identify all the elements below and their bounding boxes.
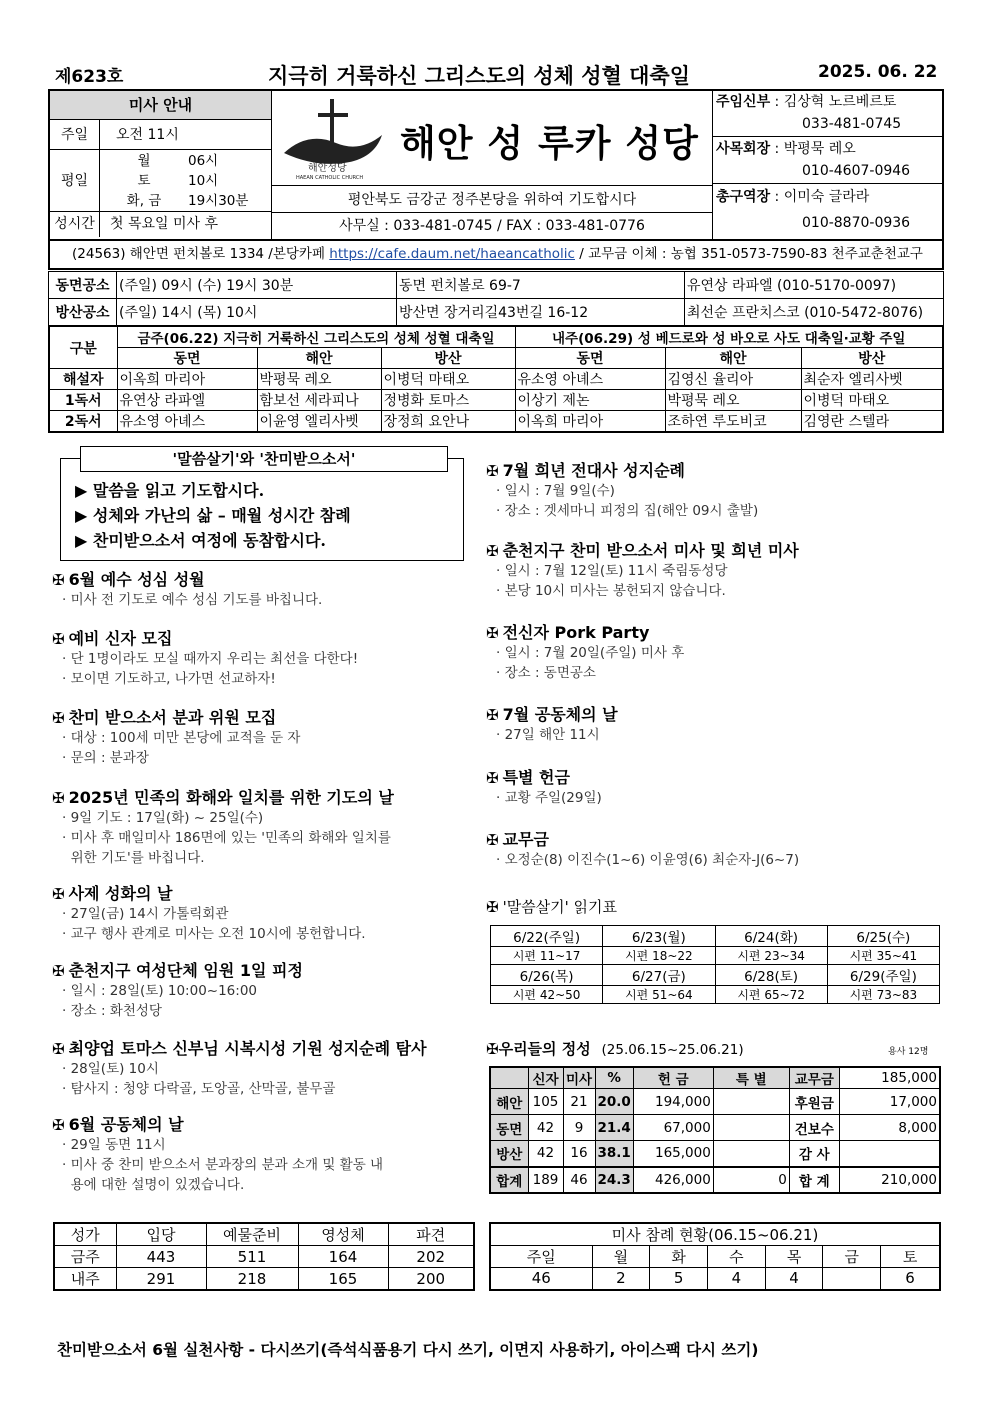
church-logo-icon	[278, 93, 388, 181]
notice-line: · 단 1명이라도 모실 때까지 우리는 최선을 다한다!	[62, 651, 359, 667]
reading-psalm: 시편 42~50	[491, 986, 603, 1004]
offering-note: 용사 12명	[888, 1047, 929, 1057]
notice-laudato-committee	[52, 705, 300, 768]
reader-name: 유연상 라파엘	[117, 390, 257, 411]
svg-text:HAEAN CATHOLIC CHURCH: HAEAN CATHOLIC CHURCH	[296, 175, 364, 181]
place-header: 방산	[801, 348, 943, 369]
offering-place: 방산	[490, 1141, 528, 1167]
offering-count: 105	[528, 1089, 563, 1115]
reader-name: 이윤영 엘리사벳	[257, 411, 381, 433]
notice-line: · 미사 후 매일미사 186면에 있는 '민족의 화해와 일치를	[62, 830, 391, 846]
footer-bold: 찬미받으소서 6월 실천사항	[57, 1341, 244, 1359]
notice-line: · 오정순(8) 이진수(1~6) 이윤영(6) 최순자-J(6~7)	[496, 852, 800, 868]
reading-date: 6/26(목)	[491, 965, 603, 986]
table-row	[490, 1089, 940, 1115]
place-header: 동면	[117, 348, 257, 369]
notice-title: 사제 성화의 날	[68, 884, 173, 903]
offering-value: 17,000	[839, 1089, 940, 1115]
reading-date: 6/28(토)	[715, 965, 827, 986]
notice-title: 최양업 토마스 신부님 시복시성 기원 성지순례 탐사	[68, 1039, 427, 1058]
mass-info	[50, 91, 272, 239]
notice-title: 6월 공동체의 날	[68, 1115, 184, 1134]
reading-date: 6/25(수)	[827, 926, 939, 947]
table-row	[49, 390, 943, 411]
offering-period: (25.06.15~25.06.21)	[601, 1042, 744, 1058]
holy-hour-label: 성시간	[50, 212, 100, 237]
offering-header: 헌 금	[633, 1067, 713, 1089]
reader-name: 이상기 제논	[515, 390, 665, 411]
cross-icon: ✠	[52, 630, 65, 648]
attendance-day: 주일	[490, 1246, 592, 1268]
cross-icon: ✠	[52, 885, 65, 903]
offering-amount: 67,000	[633, 1115, 713, 1141]
offering-header: 교무금	[789, 1067, 839, 1089]
staff-list: 주임신부 : 김상혁 노르베르토 033-481-0745 사목회장 : 박평묵 레오 010-4607-0946 총구역장 : 이미숙 글라라 010-8870-0936	[712, 91, 942, 239]
table-row	[490, 1115, 940, 1141]
staff-role: 주임신부	[716, 94, 771, 110]
table-row	[490, 1268, 940, 1290]
staff-role: 사목회장	[716, 141, 771, 157]
this-week-title: 금주(06.22) 지극히 거룩하신 그리스도의 성체 성혈 대축일	[117, 326, 515, 348]
hymn-week: 금주	[54, 1246, 116, 1268]
footer-rest: - 다시쓰기(즉석식품용기 다시 쓰기, 이면지 사용하기, 아이스팩 다시 쓰기)	[243, 1341, 759, 1359]
notice-women-retreat	[52, 958, 303, 1021]
notice-catechumen	[52, 626, 358, 689]
offering-total-label: 합 계	[789, 1167, 839, 1193]
cross-icon: ✠	[52, 962, 65, 980]
attendance-count: 4	[708, 1268, 766, 1290]
reading-psalm: 시편 11~17	[491, 947, 603, 965]
weekday-day: 토	[137, 173, 151, 189]
offering-place: 해안	[490, 1089, 528, 1115]
reading-psalm: 시편 23~34	[715, 947, 827, 965]
church-name: 해안 성 루카 성당	[400, 122, 699, 165]
hymn-header: 입당	[116, 1223, 206, 1246]
hymn-header: 영성체	[298, 1223, 388, 1246]
cross-icon: ✠	[486, 898, 499, 916]
staff-name: 박평묵 레오	[783, 141, 856, 157]
attendance-count: 46	[490, 1268, 592, 1290]
table-row	[490, 1167, 940, 1193]
offering-count: 42	[528, 1115, 563, 1141]
notice-title: 6월 예수 성심 성월	[68, 570, 205, 589]
reading-table	[490, 925, 940, 1004]
reader-name: 박평묵 레오	[665, 390, 801, 411]
place-header: 방산	[381, 348, 515, 369]
notice-line: · 모이면 기도하고, 나가면 선교하자!	[62, 671, 276, 687]
issue-number: 제623호	[55, 67, 124, 87]
notice-title: 7월 희년 전대사 성지순례	[502, 461, 685, 480]
reading-psalm: 시편 73~83	[827, 986, 939, 1004]
cross-icon: ✠	[52, 1116, 65, 1134]
hymn-week: 내주	[54, 1268, 116, 1291]
weekday-time: 19시30분	[188, 193, 249, 209]
table-row	[54, 1246, 474, 1268]
place-header: 동면	[515, 348, 665, 369]
office-phone: 사무실 : 033-481-0745 / FAX : 033-481-0776	[339, 218, 645, 234]
mass-info-title: 미사 안내	[50, 91, 271, 120]
reading-date: 6/23(월)	[603, 926, 715, 947]
reader-name: 정병화 토마스	[381, 390, 515, 411]
offering-special: 0	[713, 1167, 789, 1193]
motto-line: ▶ 성체와 가난의 삶 – 매월 성시간 참례	[75, 506, 351, 525]
attendance-day: 토	[881, 1246, 940, 1268]
reader-name: 김영신 율리아	[665, 369, 801, 390]
notice-title: 춘천지구 여성단체 임원 1일 피정	[68, 961, 303, 980]
attendance-day: 화	[650, 1246, 708, 1268]
table-row	[54, 1268, 474, 1291]
hymn-number: 291	[116, 1268, 206, 1291]
notice-line: · 일시 : 28일(토) 10:00~16:00	[62, 983, 258, 999]
reading-psalm: 시편 18~22	[603, 947, 715, 965]
offering-title: 우리들의 정성	[498, 1040, 591, 1058]
notice-jubilee-pilgrimage	[486, 458, 758, 521]
offering-value	[839, 1141, 940, 1167]
offering-percent: 21.4	[595, 1115, 633, 1141]
readers-table	[48, 325, 944, 433]
hymn-header: 파견	[388, 1223, 474, 1246]
weekday-label: 평일	[50, 150, 100, 211]
cross-icon: ✠	[486, 831, 499, 849]
cross-icon: ✠	[486, 1040, 499, 1058]
attendance-title: 미사 참례 현황(06.15~06.21)	[490, 1223, 940, 1246]
offering-count: 21	[563, 1089, 595, 1115]
notice-line: · 장소 : 화천성당	[62, 1003, 162, 1019]
offering-header	[490, 1067, 528, 1089]
staff-name: 이미숙 글라라	[783, 189, 870, 205]
notice-line: · 문의 : 분과장	[62, 750, 149, 766]
notice-line: 용에 대한 설명이 있겠습니다.	[62, 1177, 245, 1193]
notice-title: 예비 신자 모집	[68, 629, 173, 648]
notice-july-community	[486, 702, 618, 745]
offering-total-value: 210,000	[839, 1167, 940, 1193]
reading-date: 6/22(주일)	[491, 926, 603, 947]
weekday-time: 06시	[188, 153, 219, 169]
reading-psalm: 시편 65~72	[715, 986, 827, 1004]
reader-name: 이옥희 마리아	[117, 369, 257, 390]
notice-priest-day	[52, 881, 366, 944]
offering-header: 신자	[528, 1067, 563, 1089]
notice-line: 위한 기도'를 바칩니다.	[62, 850, 205, 866]
weekday-day: 화, 금	[126, 193, 162, 209]
table-row	[490, 1141, 940, 1167]
staff-name: 김상혁 노르베르토	[783, 94, 897, 110]
offering-count: 42	[528, 1141, 563, 1167]
offering-title-row	[486, 1038, 744, 1059]
svg-text:해안성당: 해안성당	[308, 163, 347, 174]
notice-line: · 교황 주일(29일)	[496, 790, 602, 806]
next-week-title: 내주(06.29) 성 베드로와 성 바오로 사도 대축일‧교황 주일	[515, 326, 943, 348]
address-line	[48, 241, 944, 270]
notice-church-dues	[486, 827, 799, 870]
offering-place: 합계	[490, 1167, 528, 1193]
cross-icon: ✠	[52, 1040, 65, 1058]
offering-place: 동면	[490, 1115, 528, 1141]
cafe-link[interactable]: https://cafe.daum.net/haeancatholic	[329, 246, 575, 262]
attendance-day: 금	[823, 1246, 881, 1268]
cross-icon: ✠	[486, 769, 499, 787]
notice-community-day	[52, 1112, 383, 1195]
gongso-time: (주일) 14시 (목) 10시	[117, 299, 397, 326]
hymn-number: 218	[206, 1268, 298, 1291]
staff-phone: 033-481-0745	[802, 116, 902, 132]
gongso-table	[48, 271, 944, 326]
reader-name: 이병덕 마태오	[801, 390, 943, 411]
offering-label: 후원금	[789, 1089, 839, 1115]
hymn-number: 202	[388, 1246, 474, 1268]
place-header: 해안	[257, 348, 381, 369]
gongso-name: 동면공소	[49, 272, 117, 299]
notice-line: · 27일 해안 11시	[496, 727, 600, 743]
attendance-table	[489, 1222, 941, 1291]
reading-table-title: '말씀살기' 읽기표	[502, 898, 618, 916]
offering-header: 특 별	[713, 1067, 789, 1089]
offering-special	[713, 1089, 789, 1115]
offering-special	[713, 1115, 789, 1141]
offering-amount: 426,000	[633, 1167, 713, 1193]
reading-date: 6/27(금)	[603, 965, 715, 986]
offering-label: 건보수	[789, 1115, 839, 1141]
reader-name: 함보선 세라피나	[257, 390, 381, 411]
cross-icon: ✠	[486, 542, 499, 560]
staff-phone: 010-4607-0946	[802, 163, 911, 179]
staff-phone: 010-8870-0936	[802, 215, 911, 231]
gongso-contact: 최선순 프란치스코 (010-5472-8076)	[685, 299, 944, 326]
offering-amount: 165,000	[633, 1141, 713, 1167]
notice-line: · 대상 : 100세 미만 본당에 교적을 둔 자	[62, 730, 301, 746]
reader-role: 2독서	[49, 411, 117, 433]
reading-date: 6/24(화)	[715, 926, 827, 947]
notice-title: 7월 공동체의 날	[502, 705, 618, 724]
prayer-intention: 평안북도 금강군 정주본당을 위하여 기도합시다	[272, 185, 712, 213]
staff-role: 총구역장	[716, 189, 771, 205]
reading-psalm: 시편 35~41	[827, 947, 939, 965]
reader-name: 이병덕 마태오	[381, 369, 515, 390]
notice-line: · 장소 : 동면공소	[496, 665, 596, 681]
reader-name: 유소영 아녜스	[515, 369, 665, 390]
notice-line: · 29일 동면 11시	[62, 1137, 166, 1153]
notice-line: · 일시 : 7월 12일(토) 11시 죽림동성당	[496, 563, 728, 579]
attendance-count	[823, 1268, 881, 1290]
cross-icon: ✠	[486, 462, 499, 480]
reader-name: 박평묵 레오	[257, 369, 381, 390]
notice-line: · 28일(토) 10시	[62, 1061, 159, 1077]
hymn-header: 예물준비	[206, 1223, 298, 1246]
notice-line: · 27일(금) 14시 가톨릭회관	[62, 906, 229, 922]
offering-value: 185,000	[839, 1067, 940, 1089]
notice-special-collection	[486, 765, 602, 808]
motto-title: '말씀살기'와 '찬미받으소서'	[80, 446, 448, 472]
notice-title: 찬미 받으소서 분과 위원 모집	[68, 708, 277, 727]
notice-pilgrimage-search	[52, 1036, 427, 1099]
hymn-number: 165	[298, 1268, 388, 1291]
notice-line: · 미사 전 기도로 예수 성심 기도를 바칩니다.	[62, 592, 323, 608]
notice-title: 2025년 민족의 화해와 일치를 위한 기도의 날	[68, 788, 394, 807]
table-row	[49, 411, 943, 433]
notice-title: 전신자 Pork Party	[502, 623, 650, 642]
notice-line: · 탐사지 : 청양 다락골, 도앙골, 산막골, 불무골	[62, 1081, 336, 1097]
motto-line: ▶ 찬미받으소서 여정에 동참합시다.	[75, 531, 326, 550]
offering-header: %	[595, 1067, 633, 1089]
offering-count: 16	[563, 1141, 595, 1167]
offering-percent: 20.0	[595, 1089, 633, 1115]
cross-icon: ✠	[52, 571, 65, 589]
offering-count: 189	[528, 1167, 563, 1193]
gongso-time: (주일) 09시 (수) 19시 30분	[117, 272, 397, 299]
offering-amount: 194,000	[633, 1089, 713, 1115]
motto-lines	[75, 478, 351, 553]
attendance-day: 월	[592, 1246, 650, 1268]
notice-district-mass	[486, 538, 799, 601]
attendance-count: 2	[592, 1268, 650, 1290]
attendance-count: 4	[765, 1268, 823, 1290]
motto-line: ▶ 말씀을 읽고 기도합시다.	[75, 481, 265, 500]
hymn-number: 164	[298, 1246, 388, 1268]
notice-title: 춘천지구 찬미 받으소서 미사 및 희년 미사	[502, 541, 799, 560]
gongso-contact: 유연상 라파엘 (010-5170-0097)	[685, 272, 944, 299]
place-header: 해안	[665, 348, 801, 369]
attendance-count: 5	[650, 1268, 708, 1290]
notice-line: · 9일 기도 : 17일(화) ~ 25일(수)	[62, 810, 264, 826]
reading-psalm: 시편 51~64	[603, 986, 715, 1004]
hymn-number: 511	[206, 1246, 298, 1268]
table-row	[49, 369, 943, 390]
notice-line: · 미사 중 찬미 받으소서 분과장의 분과 소개 및 활동 내	[62, 1157, 384, 1173]
attendance-day: 목	[765, 1246, 823, 1268]
notice-line: · 장소 : 겟세마니 피정의 집(해안 09시 출발)	[496, 503, 759, 519]
offering-table	[489, 1066, 941, 1194]
sunday-label: 주일	[50, 120, 100, 149]
notice-line: · 본당 10시 미사는 봉헌되지 않습니다.	[496, 583, 726, 599]
notice-line: · 교구 행사 관계로 미사는 오전 10시에 봉헌합니다.	[62, 926, 366, 942]
notice-title: 특별 헌금	[502, 768, 570, 787]
reader-name: 최순자 엘리사벳	[801, 369, 943, 390]
reader-name: 김영란 스텔라	[801, 411, 943, 433]
reader-name: 유소영 아녜스	[117, 411, 257, 433]
gongso-address: 방산면 장거리길43번길 16-12	[397, 299, 685, 326]
holy-hour-time: 첫 목요일 미사 후	[110, 216, 219, 232]
offering-special	[713, 1141, 789, 1167]
gongso-name: 방산공소	[49, 299, 117, 326]
attendance-day: 수	[708, 1246, 766, 1268]
footer-practice	[57, 1338, 758, 1360]
hymn-header: 성가	[54, 1223, 116, 1246]
notice-title: 교무금	[502, 830, 549, 849]
offering-count: 46	[563, 1167, 595, 1193]
offering-percent: 24.3	[595, 1167, 633, 1193]
reader-name: 조하연 루도비코	[665, 411, 801, 433]
cross-icon: ✠	[486, 706, 499, 724]
hymn-number: 443	[116, 1246, 206, 1268]
church-block	[272, 91, 712, 239]
reader-role: 해설자	[49, 369, 117, 390]
reader-name: 이옥희 마리아	[515, 411, 665, 433]
top-info-block	[48, 89, 944, 241]
hymn-number: 200	[388, 1268, 474, 1291]
reading-date: 6/29(주일)	[827, 965, 939, 986]
bank-text: / 교무금 이체 : 농협 351-0573-7590-83 천주교춘천교구	[574, 246, 923, 262]
notice-line: · 일시 : 7월 9일(수)	[496, 483, 615, 499]
weekday-day: 월	[137, 153, 151, 169]
address-text: (24563) 해안면 펀치볼로 1334 /본당카페	[72, 246, 330, 262]
reader-role: 1독서	[49, 390, 117, 411]
notice-reconciliation	[52, 785, 394, 868]
offering-value: 8,000	[839, 1115, 940, 1141]
offering-header: 미사	[563, 1067, 595, 1089]
hymn-table	[53, 1222, 475, 1291]
notice-line: · 일시 : 7월 20일(주일) 미사 후	[496, 645, 685, 661]
cross-icon: ✠	[486, 624, 499, 642]
offering-percent: 38.1	[595, 1141, 633, 1167]
weekday-time: 10시	[188, 173, 219, 189]
page-title: 지극히 거룩하신 그리스도의 성체 성혈 대축일	[268, 64, 690, 88]
notice-pork-party	[486, 620, 684, 683]
issue-date: 2025. 06. 22	[818, 62, 938, 82]
offering-label: 감 사	[789, 1141, 839, 1167]
attendance-count: 6	[881, 1268, 940, 1290]
cross-icon: ✠	[52, 709, 65, 727]
reading-table-title-row	[486, 896, 617, 917]
gongso-address: 동면 펀치볼로 69-7	[397, 272, 685, 299]
reader-name: 장정희 요안나	[381, 411, 515, 433]
sunday-time: 오전 11시	[116, 127, 179, 143]
cross-icon: ✠	[52, 789, 65, 807]
offering-count: 9	[563, 1115, 595, 1141]
notice-sacred-heart	[52, 567, 322, 610]
readers-label: 구분	[49, 326, 117, 369]
